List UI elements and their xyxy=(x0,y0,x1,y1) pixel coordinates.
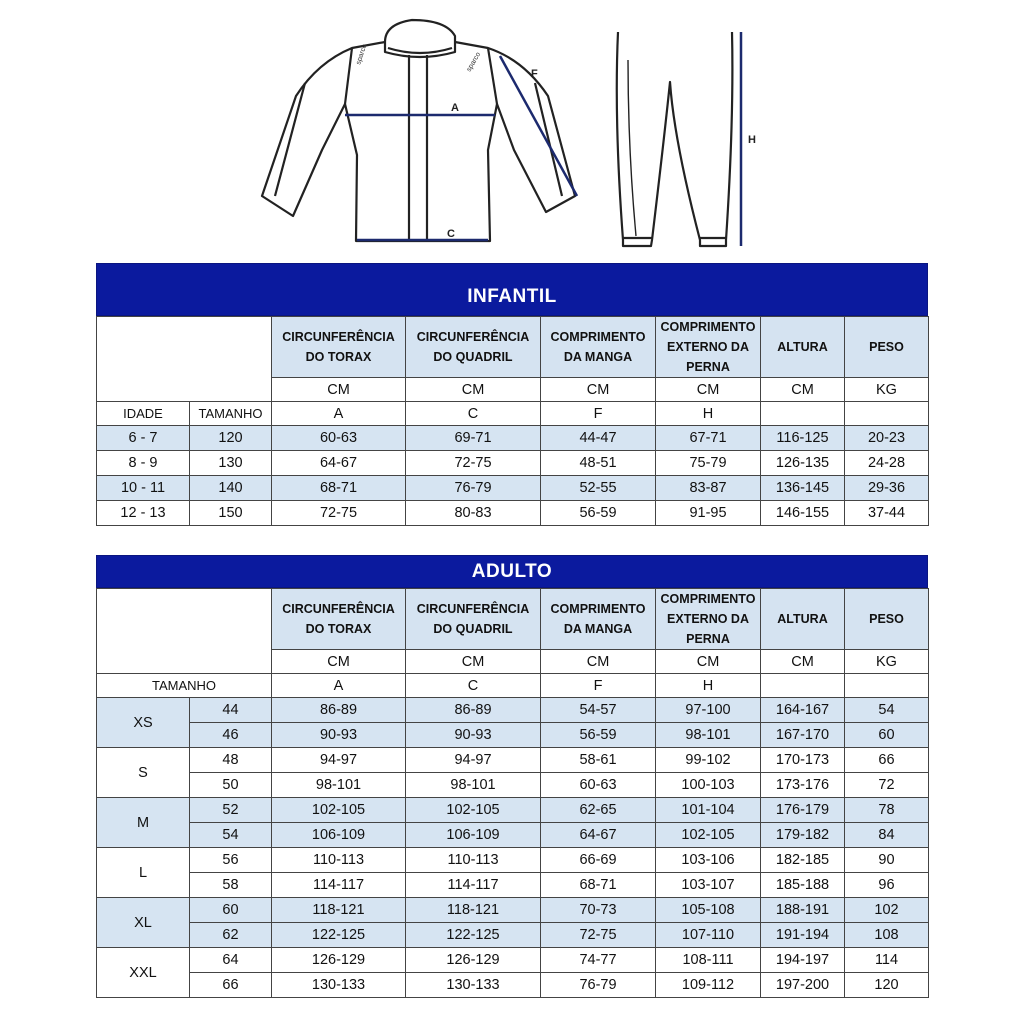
measure-line-f xyxy=(500,56,577,196)
cell-f: 48-51 xyxy=(541,451,656,476)
header-blank xyxy=(97,317,272,402)
cell-idade: 10 - 11 xyxy=(97,476,190,501)
unit-quadril: CM xyxy=(406,378,541,402)
cell-size-group: XL xyxy=(97,898,190,948)
cell-h: 101-104 xyxy=(656,798,761,823)
cell-c: 72-75 xyxy=(406,451,541,476)
cell-a: 126-129 xyxy=(272,948,406,973)
cell-f: 62-65 xyxy=(541,798,656,823)
header-peso: PESO xyxy=(845,317,929,378)
cell-numero: 46 xyxy=(190,723,272,748)
cell-f: 56-59 xyxy=(541,501,656,526)
unit-perna: CM xyxy=(656,650,761,674)
cell-peso: 84 xyxy=(845,823,929,848)
cell-f: 74-77 xyxy=(541,948,656,973)
cell-numero: 64 xyxy=(190,948,272,973)
table-row xyxy=(97,723,929,748)
cell-peso: 78 xyxy=(845,798,929,823)
cell-c: 122-125 xyxy=(406,923,541,948)
label-h: H xyxy=(748,134,756,146)
cell-numero: 54 xyxy=(190,823,272,848)
header-altura: ALTURA xyxy=(761,317,845,378)
cell-idade: 8 - 9 xyxy=(97,451,190,476)
cell-altura: 197-200 xyxy=(761,973,845,998)
cell-altura: 194-197 xyxy=(761,948,845,973)
cell-peso: 120 xyxy=(845,973,929,998)
cell-peso: 72 xyxy=(845,773,929,798)
unit-torax: CM xyxy=(272,650,406,674)
cell-altura: 170-173 xyxy=(761,748,845,773)
cell-h: 103-107 xyxy=(656,873,761,898)
cell-f: 56-59 xyxy=(541,723,656,748)
unit-quadril: CM xyxy=(406,650,541,674)
cell-altura: 185-188 xyxy=(761,873,845,898)
table-row xyxy=(97,748,929,773)
cell-tamanho: 130 xyxy=(190,451,272,476)
cell-h: 102-105 xyxy=(656,823,761,848)
header-quadril: CIRCUNFERÊNCIA DO QUADRIL xyxy=(406,317,541,378)
cell-altura: 116-125 xyxy=(761,426,845,451)
jacket-outline xyxy=(262,20,575,241)
cell-altura: 176-179 xyxy=(761,798,845,823)
cell-size-group: XXL xyxy=(97,948,190,998)
cell-h: 75-79 xyxy=(656,451,761,476)
code-a: A xyxy=(272,402,406,426)
cell-h: 100-103 xyxy=(656,773,761,798)
cell-a: 60-63 xyxy=(272,426,406,451)
cell-numero: 66 xyxy=(190,973,272,998)
table-row xyxy=(97,948,929,973)
cell-numero: 52 xyxy=(190,798,272,823)
cell-c: 106-109 xyxy=(406,823,541,848)
cell-f: 66-69 xyxy=(541,848,656,873)
cell-a: 110-113 xyxy=(272,848,406,873)
cell-numero: 56 xyxy=(190,848,272,873)
cell-peso: 54 xyxy=(845,698,929,723)
header-perna: COMPRIMENTO EXTERNO DA PERNA xyxy=(656,317,761,378)
table-row xyxy=(97,798,929,823)
cell-f: 68-71 xyxy=(541,873,656,898)
table-row xyxy=(97,426,929,451)
header-manga: COMPRIMENTO DA MANGA xyxy=(541,317,656,378)
cell-peso: 96 xyxy=(845,873,929,898)
cell-tamanho: 150 xyxy=(190,501,272,526)
cell-f: 54-57 xyxy=(541,698,656,723)
cell-a: 90-93 xyxy=(272,723,406,748)
code-a: A xyxy=(272,674,406,698)
cell-f: 52-55 xyxy=(541,476,656,501)
header-blank xyxy=(97,589,272,674)
cell-f: 44-47 xyxy=(541,426,656,451)
cell-altura: 164-167 xyxy=(761,698,845,723)
cell-h: 108-111 xyxy=(656,948,761,973)
cell-peso: 90 xyxy=(845,848,929,873)
table-row xyxy=(97,923,929,948)
col-idade: IDADE xyxy=(97,402,190,426)
cell-size-group: M xyxy=(97,798,190,848)
cell-a: 118-121 xyxy=(272,898,406,923)
table-row xyxy=(97,698,929,723)
cell-altura: 136-145 xyxy=(761,476,845,501)
unit-perna: CM xyxy=(656,378,761,402)
cell-peso: 66 xyxy=(845,748,929,773)
cell-peso: 20-23 xyxy=(845,426,929,451)
cell-c: 69-71 xyxy=(406,426,541,451)
cell-numero: 48 xyxy=(190,748,272,773)
table-row xyxy=(97,501,929,526)
unit-altura: CM xyxy=(761,650,845,674)
code-peso xyxy=(845,674,929,698)
code-peso xyxy=(845,402,929,426)
code-f: F xyxy=(541,402,656,426)
cell-h: 103-106 xyxy=(656,848,761,873)
cell-h: 105-108 xyxy=(656,898,761,923)
unit-torax: CM xyxy=(272,378,406,402)
cell-a: 106-109 xyxy=(272,823,406,848)
unit-peso: KG xyxy=(845,650,929,674)
code-c: C xyxy=(406,402,541,426)
cell-c: 126-129 xyxy=(406,948,541,973)
cell-altura: 179-182 xyxy=(761,823,845,848)
code-h: H xyxy=(656,674,761,698)
table-row xyxy=(97,973,929,998)
cell-a: 64-67 xyxy=(272,451,406,476)
code-altura xyxy=(761,402,845,426)
cell-c: 118-121 xyxy=(406,898,541,923)
cell-h: 99-102 xyxy=(656,748,761,773)
cell-peso: 60 xyxy=(845,723,929,748)
measure-lines xyxy=(345,32,741,246)
infantil-banner: INFANTIL xyxy=(96,263,928,316)
table-row xyxy=(97,773,929,798)
cell-altura: 191-194 xyxy=(761,923,845,948)
cell-tamanho: 120 xyxy=(190,426,272,451)
cell-numero: 58 xyxy=(190,873,272,898)
cell-h: 91-95 xyxy=(656,501,761,526)
cell-numero: 44 xyxy=(190,698,272,723)
cell-f: 70-73 xyxy=(541,898,656,923)
header-altura: ALTURA xyxy=(761,589,845,650)
collar-logo-right: sparco xyxy=(465,51,483,73)
cell-altura: 167-170 xyxy=(761,723,845,748)
cell-f: 72-75 xyxy=(541,923,656,948)
code-altura xyxy=(761,674,845,698)
unit-peso: KG xyxy=(845,378,929,402)
cell-h: 83-87 xyxy=(656,476,761,501)
col-tamanho: TAMANHO xyxy=(97,674,272,698)
header-manga: COMPRIMENTO DA MANGA xyxy=(541,589,656,650)
cell-peso: 37-44 xyxy=(845,501,929,526)
cell-f: 60-63 xyxy=(541,773,656,798)
code-f: F xyxy=(541,674,656,698)
cell-h: 67-71 xyxy=(656,426,761,451)
table-row xyxy=(97,848,929,873)
garment-diagram xyxy=(0,0,1024,262)
collar-logo-left: sparco xyxy=(355,43,369,66)
cell-altura: 182-185 xyxy=(761,848,845,873)
cell-altura: 146-155 xyxy=(761,501,845,526)
cell-c: 130-133 xyxy=(406,973,541,998)
cell-peso: 29-36 xyxy=(845,476,929,501)
cell-h: 109-112 xyxy=(656,973,761,998)
cell-h: 98-101 xyxy=(656,723,761,748)
cell-size-group: S xyxy=(97,748,190,798)
table-row xyxy=(97,898,929,923)
cell-f: 64-67 xyxy=(541,823,656,848)
cell-peso: 102 xyxy=(845,898,929,923)
adulto-size-table xyxy=(96,555,928,998)
cell-c: 80-83 xyxy=(406,501,541,526)
cell-idade: 6 - 7 xyxy=(97,426,190,451)
label-c: C xyxy=(447,228,455,240)
unit-manga: CM xyxy=(541,650,656,674)
cell-idade: 12 - 13 xyxy=(97,501,190,526)
label-a: A xyxy=(451,102,459,114)
cell-a: 114-117 xyxy=(272,873,406,898)
cell-altura: 126-135 xyxy=(761,451,845,476)
cell-size-group: XS xyxy=(97,698,190,748)
cell-c: 98-101 xyxy=(406,773,541,798)
cell-numero: 62 xyxy=(190,923,272,948)
table-row xyxy=(97,873,929,898)
cell-peso: 114 xyxy=(845,948,929,973)
cell-a: 72-75 xyxy=(272,501,406,526)
cell-c: 76-79 xyxy=(406,476,541,501)
cell-h: 97-100 xyxy=(656,698,761,723)
label-f: F xyxy=(531,68,538,80)
cell-altura: 188-191 xyxy=(761,898,845,923)
cell-c: 86-89 xyxy=(406,698,541,723)
cell-tamanho: 140 xyxy=(190,476,272,501)
cell-c: 102-105 xyxy=(406,798,541,823)
cell-a: 68-71 xyxy=(272,476,406,501)
cell-a: 94-97 xyxy=(272,748,406,773)
cell-h: 107-110 xyxy=(656,923,761,948)
cell-a: 102-105 xyxy=(272,798,406,823)
cell-f: 76-79 xyxy=(541,973,656,998)
unit-altura: CM xyxy=(761,378,845,402)
cell-c: 90-93 xyxy=(406,723,541,748)
header-peso: PESO xyxy=(845,589,929,650)
header-perna: COMPRIMENTO EXTERNO DA PERNA xyxy=(656,589,761,650)
cell-c: 94-97 xyxy=(406,748,541,773)
cell-numero: 60 xyxy=(190,898,272,923)
col-tamanho: TAMANHO xyxy=(190,402,272,426)
header-torax: CIRCUNFERÊNCIA DO TORAX xyxy=(272,589,406,650)
cell-f: 58-61 xyxy=(541,748,656,773)
header-torax: CIRCUNFERÊNCIA DO TORAX xyxy=(272,317,406,378)
adulto-banner: ADULTO xyxy=(96,555,928,588)
cell-numero: 50 xyxy=(190,773,272,798)
infantil-size-table xyxy=(96,263,928,526)
table-row xyxy=(97,451,929,476)
cell-c: 110-113 xyxy=(406,848,541,873)
cell-c: 114-117 xyxy=(406,873,541,898)
table-row xyxy=(97,823,929,848)
cell-peso: 24-28 xyxy=(845,451,929,476)
table-row xyxy=(97,476,929,501)
cell-a: 86-89 xyxy=(272,698,406,723)
header-quadril: CIRCUNFERÊNCIA DO QUADRIL xyxy=(406,589,541,650)
cell-peso: 108 xyxy=(845,923,929,948)
code-h: H xyxy=(656,402,761,426)
pants-outline xyxy=(617,32,733,246)
cell-altura: 173-176 xyxy=(761,773,845,798)
cell-a: 130-133 xyxy=(272,973,406,998)
cell-a: 98-101 xyxy=(272,773,406,798)
cell-size-group: L xyxy=(97,848,190,898)
unit-manga: CM xyxy=(541,378,656,402)
code-c: C xyxy=(406,674,541,698)
cell-a: 122-125 xyxy=(272,923,406,948)
